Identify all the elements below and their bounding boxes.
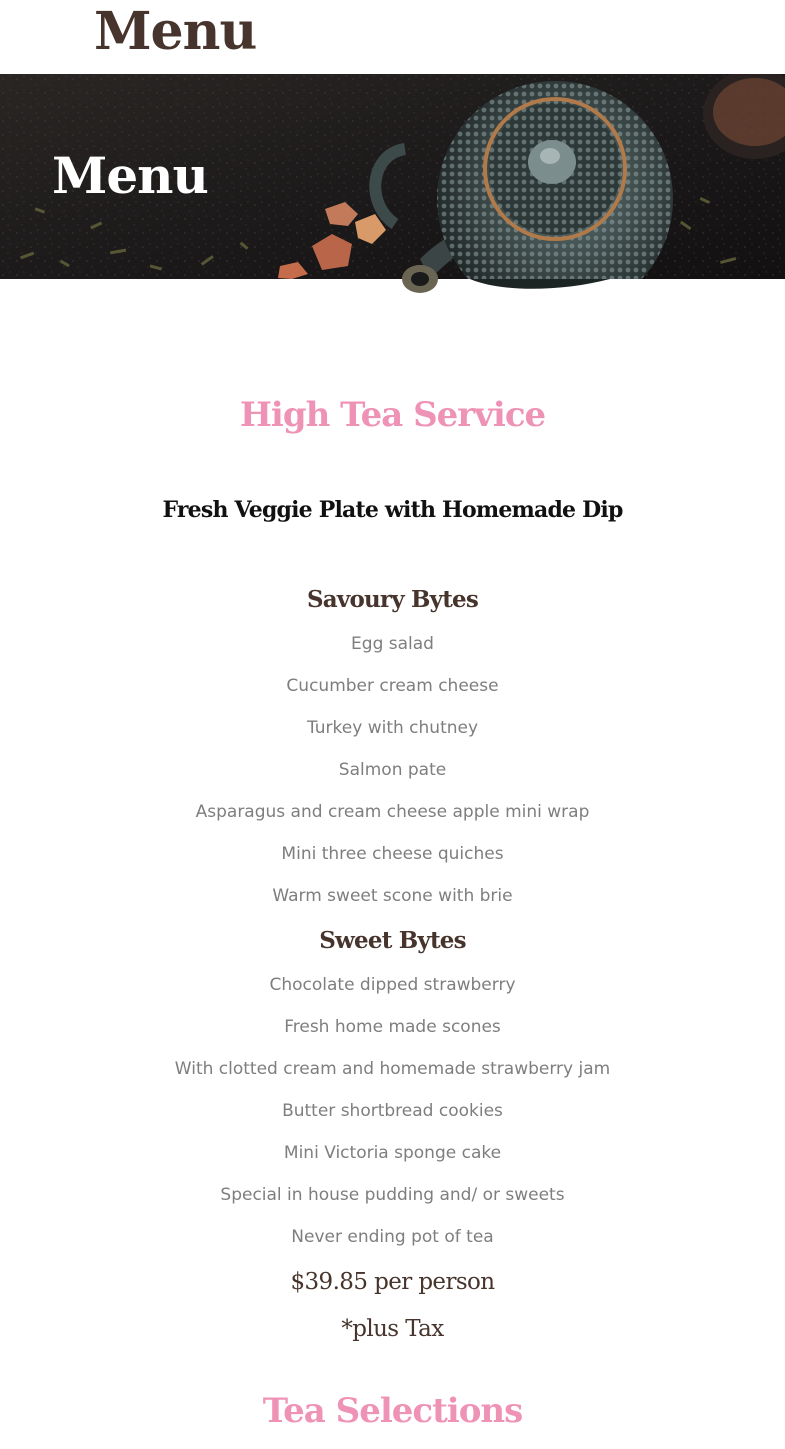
menu-item: With clotted cream and homemade strawberry jam	[174, 1059, 611, 1079]
menu-item: Salmon pate	[338, 760, 447, 780]
menu-item: Butter shortbread cookies	[282, 1101, 503, 1121]
menu-item: Chocolate dipped strawberry	[269, 975, 516, 995]
page-title: Menu	[94, 1, 257, 62]
menu-item: Asparagus and cream cheese apple mini wrap	[195, 802, 590, 822]
menu-item: Cucumber cream cheese	[286, 676, 499, 696]
savoury-heading: Savoury Bytes	[306, 586, 479, 613]
menu-item: Mini three cheese quiches	[281, 844, 504, 864]
sweet-heading: Sweet Bytes	[319, 927, 466, 954]
tax-note: *plus Tax	[341, 1316, 444, 1342]
menu-item: Turkey with chutney	[306, 718, 479, 738]
price-per-person: $39.85 per person	[290, 1269, 495, 1295]
menu-item: Fresh home made scones	[284, 1017, 501, 1037]
menu-item: Mini Victoria sponge cake	[283, 1143, 502, 1163]
high-tea-title: High Tea Service	[239, 395, 546, 435]
tea-selections-title: Tea Selections	[262, 1391, 523, 1431]
menu-item: Special in house pudding and/ or sweets	[220, 1185, 565, 1205]
hero-title: Menu	[52, 146, 208, 205]
menu-item: Warm sweet scone with brie	[272, 886, 513, 906]
menu-item: Never ending pot of tea	[291, 1227, 494, 1247]
menu-item: Egg salad	[351, 634, 434, 654]
veggie-plate-feature: Fresh Veggie Plate with Homemade Dip	[162, 497, 623, 523]
